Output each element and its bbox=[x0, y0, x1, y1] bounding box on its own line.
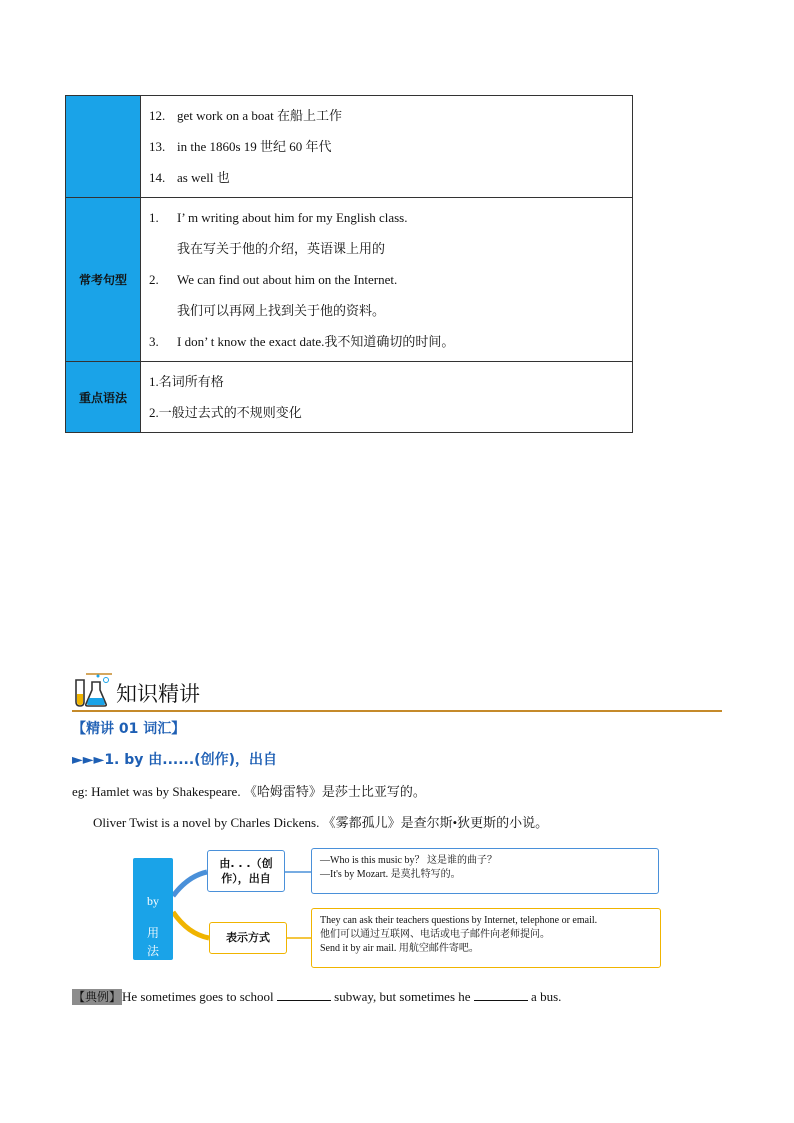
item-text: I don’ t know the exact date.我不知道确切的时间。 bbox=[177, 334, 455, 349]
section-header bbox=[72, 668, 722, 712]
answer-blank[interactable] bbox=[474, 988, 528, 1001]
list-item bbox=[149, 131, 626, 162]
flask-icon bbox=[72, 672, 112, 708]
example-text: Send it by air mail. 用航空邮件寄吧。 bbox=[320, 943, 479, 954]
item-text: as well 也 bbox=[177, 170, 230, 185]
row-label: 常考句型 bbox=[66, 198, 141, 362]
answer-blank[interactable] bbox=[277, 988, 331, 1001]
table-row bbox=[66, 362, 633, 433]
item-text: 2.一般过去式的不规则变化 bbox=[149, 405, 302, 420]
example-line: eg: Hamlet was by Shakespeare. 《哈姆雷特》是莎士比亚写的。 bbox=[72, 784, 426, 799]
exercise-text: a bus. bbox=[531, 989, 562, 1004]
example-text: —Who is this music by？ 这是谁的曲子？ bbox=[320, 855, 497, 866]
item-text: 我们可以再网上找到关于他的资料。 bbox=[177, 303, 386, 318]
list-item bbox=[149, 326, 626, 357]
item-text: 1.名词所有格 bbox=[149, 374, 224, 389]
item-text: 我在写关于他的介绍，英语课上用的 bbox=[177, 241, 386, 256]
summary-table bbox=[65, 95, 633, 433]
item-text: get work on a boat 在船上工作 bbox=[177, 108, 343, 123]
example-text: 他们可以通过互联网、电话或电子邮件向老师提问。 bbox=[320, 929, 550, 940]
row-content bbox=[141, 362, 633, 433]
exercise-text: subway, but sometimes he bbox=[334, 989, 471, 1004]
exercise-tag: 【典例】 bbox=[73, 990, 122, 1004]
exercise-text: He sometimes goes to school bbox=[122, 989, 274, 1004]
item-number: 3. bbox=[149, 334, 159, 349]
list-item bbox=[149, 397, 626, 428]
table-row bbox=[66, 96, 633, 198]
root-word: by bbox=[147, 894, 159, 908]
item-number: 13. bbox=[149, 139, 166, 154]
item-number: 12. bbox=[149, 108, 166, 123]
table-row bbox=[66, 198, 633, 362]
list-item bbox=[149, 233, 626, 264]
root-char: 用 bbox=[146, 926, 159, 940]
branch-label: 表示方式 bbox=[209, 922, 287, 954]
item-number: 2. bbox=[149, 272, 159, 287]
list-item bbox=[149, 162, 626, 193]
row-content bbox=[141, 96, 633, 198]
branch-examples bbox=[311, 908, 661, 968]
item-number: 14. bbox=[149, 170, 166, 185]
list-item bbox=[149, 202, 626, 233]
example-line: Oliver Twist is a novel by Charles Dickens. 《雾都孤儿》是查尔斯•狄更斯的小说。 bbox=[93, 815, 549, 830]
item-text: in the 1860s 19 世纪 60 年代 bbox=[177, 139, 332, 154]
list-item bbox=[149, 100, 626, 131]
header-rule bbox=[72, 710, 722, 712]
list-item bbox=[149, 366, 626, 397]
arrow-icon: ►►► bbox=[72, 752, 105, 768]
item-text: We can find out about him on the Internet. bbox=[177, 272, 398, 287]
item-number: 1. bbox=[149, 210, 159, 225]
branch-label: 由. . .（创作），出自 bbox=[207, 850, 285, 892]
root-char: 法 bbox=[146, 944, 159, 958]
list-item bbox=[149, 295, 626, 326]
example-text: They can ask their teachers questions by Internet, telephone or email. bbox=[320, 915, 598, 926]
vocab-heading bbox=[72, 749, 277, 769]
mindmap-root bbox=[133, 858, 173, 960]
row-content bbox=[141, 198, 633, 362]
section-title: 知识精讲 bbox=[116, 682, 200, 706]
example-text: —It's by Mozart. 是莫扎特写的。 bbox=[320, 869, 461, 880]
vocab-heading-text: 1. by 由......(创作)，出自 bbox=[104, 752, 277, 768]
exercise-line bbox=[72, 988, 561, 1005]
row-label bbox=[66, 96, 141, 198]
row-label: 重点语法 bbox=[66, 362, 141, 433]
lesson-tag: 【精讲 01 词汇】 bbox=[72, 721, 186, 737]
branch-examples bbox=[311, 848, 659, 894]
item-text: I’ m writing about him for my English class. bbox=[177, 210, 408, 225]
list-item bbox=[149, 264, 626, 295]
